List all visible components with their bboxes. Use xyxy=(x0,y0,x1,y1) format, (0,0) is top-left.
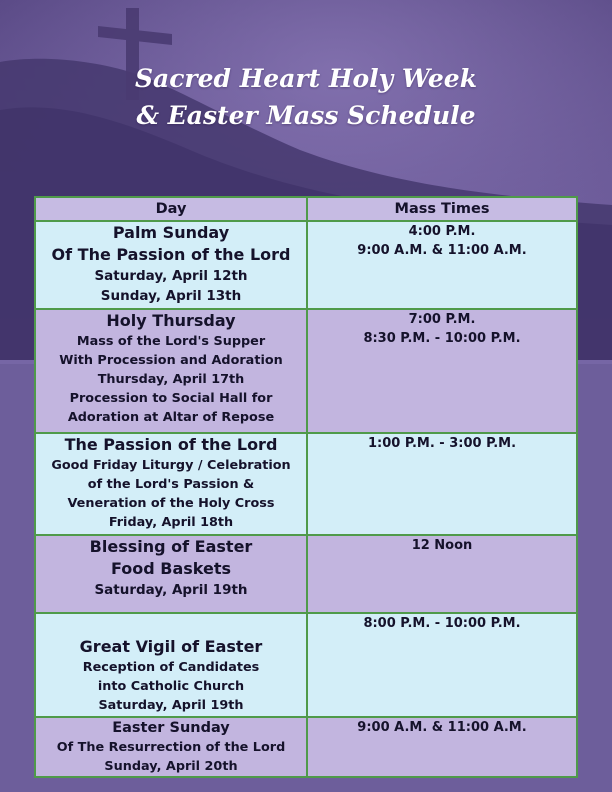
times-cell xyxy=(307,433,577,535)
mass-time: 9:00 A.M. & 11:00 A.M. xyxy=(357,243,527,258)
day-detail: Good Friday Liturgy / Celebration xyxy=(51,458,291,473)
mass-time: 9:00 A.M. & 11:00 A.M. xyxy=(357,720,527,735)
day-name: Great Vigil of Easter xyxy=(79,637,263,656)
table-row xyxy=(35,433,577,535)
day-cell xyxy=(35,433,307,535)
day-detail: With Procession and Adoration xyxy=(59,353,283,368)
day-cell xyxy=(35,309,307,433)
mass-time: 8:30 P.M. - 10:00 P.M. xyxy=(363,331,521,346)
mass-schedule-table xyxy=(34,196,578,778)
times-cell xyxy=(307,717,577,777)
day-name: The Passion of the Lord xyxy=(64,435,278,454)
day-detail: Adoration at Altar of Repose xyxy=(67,410,275,425)
day-name: Of The Passion of the Lord xyxy=(51,245,291,264)
day-cell xyxy=(35,221,307,309)
table-row xyxy=(35,309,577,433)
day-detail: Veneration of the Holy Cross xyxy=(67,496,275,511)
day-cell xyxy=(35,717,307,777)
mass-time: 1:00 P.M. - 3:00 P.M. xyxy=(367,436,517,451)
table-row xyxy=(35,535,577,613)
table-row xyxy=(35,613,577,717)
table-header-row xyxy=(35,197,577,221)
mass-time: 8:00 P.M. - 10:00 P.M. xyxy=(363,616,521,631)
table-row xyxy=(35,717,577,777)
day-detail: Of The Resurrection of the Lord xyxy=(56,740,286,755)
times-cell xyxy=(307,221,577,309)
header-day: Day xyxy=(35,197,307,221)
page-title-line2: & Easter Mass Schedule xyxy=(136,101,476,130)
page-title xyxy=(0,60,612,134)
day-detail: Reception of Candidates xyxy=(82,660,260,675)
day-name: Holy Thursday xyxy=(106,311,236,330)
day-detail: Sunday, April 13th xyxy=(100,288,242,304)
header-mass-times: Mass Times xyxy=(307,197,577,221)
day-detail: of the Lord's Passion & xyxy=(87,477,255,492)
page-title-line1: Sacred Heart Holy Week xyxy=(134,64,478,93)
day-detail: Mass of the Lord's Supper xyxy=(76,334,266,349)
day-name: Food Baskets xyxy=(110,559,232,578)
times-cell xyxy=(307,535,577,613)
day-detail: Saturday, April 19th xyxy=(94,582,248,598)
day-name: Palm Sunday xyxy=(112,223,230,242)
times-cell xyxy=(307,613,577,717)
times-cell xyxy=(307,309,577,433)
day-cell xyxy=(35,535,307,613)
day-detail: Thursday, April 17th xyxy=(97,372,245,387)
table-row xyxy=(35,221,577,309)
mass-time: 7:00 P.M. xyxy=(408,312,476,327)
day-detail: Saturday, April 19th xyxy=(98,698,244,713)
day-detail: Friday, April 18th xyxy=(108,515,234,530)
day-detail: Sunday, April 20th xyxy=(104,759,238,774)
day-detail: Saturday, April 12th xyxy=(94,268,248,284)
day-cell xyxy=(35,613,307,717)
day-name: Blessing of Easter xyxy=(89,537,253,556)
day-name: Easter Sunday xyxy=(112,720,230,736)
day-detail: Procession to Social Hall for xyxy=(69,391,273,406)
mass-time: 4:00 P.M. xyxy=(408,224,476,239)
day-detail: into Catholic Church xyxy=(97,679,245,694)
mass-time: 12 Noon xyxy=(411,538,473,553)
